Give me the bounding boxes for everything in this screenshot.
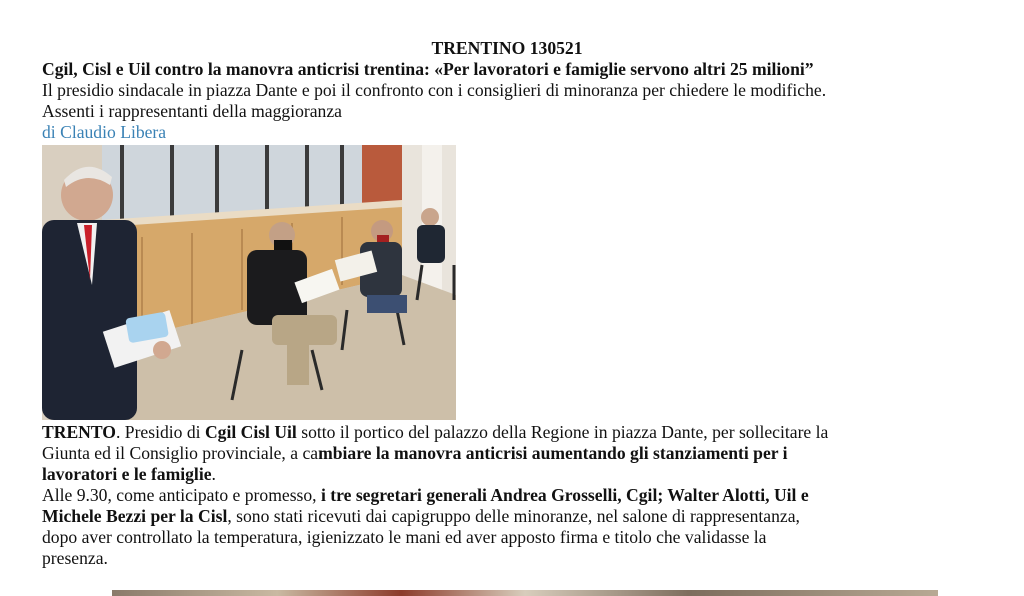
- subtitle-line-2: Assenti i rappresentanti della maggioranza: [42, 101, 342, 121]
- text-segment: sotto il portico del palazzo della Regione in piazza Dante, per sollecitare la: [296, 422, 829, 442]
- paragraph-2-line-3: dopo aver controllato la temperatura, igienizzato le mani ed aver apposto firma e titolo che validasse la: [42, 527, 767, 547]
- source-heading: TRENTINO 130521: [431, 38, 583, 58]
- text-segment: Alle 9.30, come anticipato e promesso,: [42, 485, 321, 505]
- article-photo: [42, 145, 456, 420]
- paragraph-2-line-1: [42, 485, 972, 506]
- place-name: TRENTO: [42, 422, 116, 442]
- text-segment: ca: [302, 443, 319, 463]
- paragraph-1-line-2: [42, 443, 972, 464]
- article-body: [42, 422, 972, 569]
- text-segment: .: [211, 464, 216, 484]
- article-page: [42, 38, 972, 569]
- paragraph-2-line-2: [42, 506, 972, 527]
- subtitle-line-1: Il presidio sindacale in piazza Dante e poi il confronto con i consiglieri di minoranza per chiedere le modifiche.: [42, 80, 827, 100]
- paragraph-1-line-1: [42, 422, 972, 443]
- bold-segment: mbiare la manovra anticrisi aumentando gli stanziamenti per i: [318, 443, 788, 463]
- paragraph-2-line-4: presenza.: [42, 548, 108, 568]
- text-segment: . Presidio di: [115, 422, 205, 442]
- paragraph-1-line-3: [42, 464, 972, 485]
- bold-segment: Michele Bezzi per la Cisl: [42, 506, 228, 526]
- next-photo-edge: [112, 590, 938, 596]
- byline[interactable]: di Claudio Libera: [42, 122, 167, 142]
- headline: Cgil, Cisl e Uil contro la manovra anticrisi trentina: «Per lavoratori e famiglie servono altri 25 milioni”: [42, 59, 814, 79]
- text-segment: Giunta ed il Consiglio provinciale, a: [42, 443, 303, 463]
- unions-name: Cgil Cisl Uil: [204, 422, 297, 442]
- bold-segment: lavoratori e le famiglie: [42, 464, 212, 484]
- bold-segment: i tre segretari generali Andrea Grosselli, Cgil; Walter Alotti, Uil e: [320, 485, 809, 505]
- text-segment: , sono stati ricevuti dai capigruppo delle minoranze, nel salone di rappresentanza,: [227, 506, 800, 526]
